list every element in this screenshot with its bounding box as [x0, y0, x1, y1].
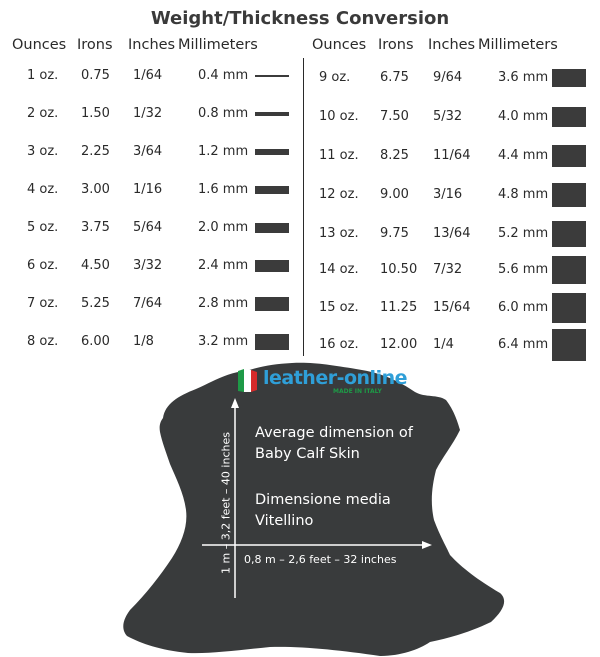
- millimeters-cell: 0.8 mm: [198, 106, 249, 121]
- inches-cell: 5/32: [433, 109, 463, 124]
- irons-cell: 6.00: [81, 334, 110, 349]
- millimeters-cell: 1.6 mm: [198, 182, 249, 197]
- width-dimension-label: 0,8 m – 2,6 feet – 32 inches: [244, 553, 397, 566]
- caption-italian: [255, 490, 391, 532]
- thickness-bar: [255, 297, 289, 311]
- millimeters-cell: 4.0 mm: [498, 109, 549, 124]
- inches-cell: 15/64: [433, 300, 471, 315]
- leather-online-logo: [235, 367, 410, 397]
- inches-cell: 3/32: [133, 258, 163, 273]
- inches-cell: 1/32: [133, 106, 163, 121]
- column-divider: [303, 58, 304, 356]
- header-irons-left: Irons: [77, 37, 113, 53]
- italy-flag-icon: [235, 368, 261, 394]
- millimeters-cell: 4.8 mm: [498, 187, 549, 202]
- ounces-cell: 7 oz.: [27, 296, 59, 311]
- millimeters-cell: 3.2 mm: [198, 334, 249, 349]
- irons-cell: 9.75: [380, 226, 409, 241]
- millimeters-cell: 0.4 mm: [198, 68, 249, 83]
- millimeters-cell: 5.2 mm: [498, 226, 549, 241]
- millimeters-cell: 2.4 mm: [198, 258, 249, 273]
- logo-text: leather-online: [263, 367, 407, 389]
- thickness-bar: [255, 149, 289, 155]
- caption-english-line2: Baby Calf Skin: [255, 446, 360, 462]
- irons-cell: 2.25: [81, 144, 110, 159]
- thickness-bar: [552, 221, 586, 247]
- ounces-cell: 16 oz.: [319, 337, 359, 352]
- inches-cell: 1/16: [133, 182, 163, 197]
- header-inches-left: Inches: [128, 37, 176, 53]
- irons-cell: 5.25: [81, 296, 110, 311]
- millimeters-cell: 4.4 mm: [498, 148, 549, 163]
- thickness-bar: [552, 256, 586, 284]
- ounces-cell: 4 oz.: [27, 182, 59, 197]
- ounces-cell: 2 oz.: [27, 106, 59, 121]
- millimeters-cell: 6.0 mm: [498, 300, 549, 315]
- millimeters-cell: 2.0 mm: [198, 220, 249, 235]
- inches-cell: 3/64: [133, 144, 163, 159]
- ounces-cell: 5 oz.: [27, 220, 59, 235]
- inches-cell: 1/64: [133, 68, 163, 83]
- ounces-cell: 1 oz.: [27, 68, 59, 83]
- ounces-cell: 3 oz.: [27, 144, 59, 159]
- caption-italian-line1: Dimensione media: [255, 492, 391, 508]
- irons-cell: 7.50: [380, 109, 409, 124]
- irons-cell: 10.50: [380, 262, 418, 277]
- irons-cell: 6.75: [380, 70, 409, 85]
- thickness-bar: [255, 334, 289, 350]
- inches-cell: 13/64: [433, 226, 471, 241]
- logo-tagline: MADE IN ITALY: [333, 388, 382, 395]
- thickness-bar: [552, 107, 586, 127]
- irons-cell: 9.00: [380, 187, 409, 202]
- irons-cell: 1.50: [81, 106, 110, 121]
- inches-cell: 11/64: [433, 148, 471, 163]
- thickness-bar: [552, 69, 586, 87]
- header-ounces-right: Ounces: [312, 37, 367, 53]
- irons-cell: 0.75: [81, 68, 110, 83]
- thickness-bar: [552, 293, 586, 323]
- millimeters-cell: 1.2 mm: [198, 144, 249, 159]
- thickness-bar: [255, 223, 289, 233]
- millimeters-cell: 6.4 mm: [498, 337, 549, 352]
- caption-english-line1: Average dimension of: [255, 425, 413, 441]
- caption-italian-line2: Vitellino: [255, 513, 314, 529]
- header-inches-right: Inches: [428, 37, 476, 53]
- caption-english: [255, 423, 413, 465]
- ounces-cell: 8 oz.: [27, 334, 59, 349]
- thickness-bar: [552, 145, 586, 167]
- inches-cell: 7/32: [433, 262, 463, 277]
- inches-cell: 5/64: [133, 220, 163, 235]
- irons-cell: 11.25: [380, 300, 418, 315]
- millimeters-cell: 5.6 mm: [498, 262, 549, 277]
- thickness-bar: [255, 260, 289, 272]
- ounces-cell: 9 oz.: [319, 70, 351, 85]
- inches-cell: 3/16: [433, 187, 463, 202]
- inches-cell: 1/4: [433, 337, 454, 352]
- ounces-cell: 15 oz.: [319, 300, 359, 315]
- millimeters-cell: 3.6 mm: [498, 70, 549, 85]
- header-ounces-left: Ounces: [12, 37, 67, 53]
- ounces-cell: 10 oz.: [319, 109, 359, 124]
- page-title: Weight/Thickness Conversion: [150, 8, 450, 29]
- header-millimeters-right: Millimeters: [478, 37, 558, 53]
- thickness-bar: [552, 183, 586, 207]
- thickness-bar: [255, 112, 289, 116]
- ounces-cell: 11 oz.: [319, 148, 359, 163]
- irons-cell: 12.00: [380, 337, 418, 352]
- header-millimeters-left: Millimeters: [178, 37, 258, 53]
- irons-cell: 3.75: [81, 220, 110, 235]
- irons-cell: 3.00: [81, 182, 110, 197]
- inches-cell: 9/64: [433, 70, 463, 85]
- irons-cell: 8.25: [380, 148, 409, 163]
- thickness-bar: [255, 186, 289, 194]
- inches-cell: 1/8: [133, 334, 154, 349]
- inches-cell: 7/64: [133, 296, 163, 311]
- millimeters-cell: 2.8 mm: [198, 296, 249, 311]
- ounces-cell: 13 oz.: [319, 226, 359, 241]
- thickness-bar: [552, 329, 586, 361]
- height-dimension-label: 1 m – 3,2 feet – 40 inches: [219, 432, 233, 574]
- header-irons-right: Irons: [378, 37, 414, 53]
- ounces-cell: 12 oz.: [319, 187, 359, 202]
- irons-cell: 4.50: [81, 258, 110, 273]
- ounces-cell: 14 oz.: [319, 262, 359, 277]
- ounces-cell: 6 oz.: [27, 258, 59, 273]
- thickness-bar: [255, 75, 289, 77]
